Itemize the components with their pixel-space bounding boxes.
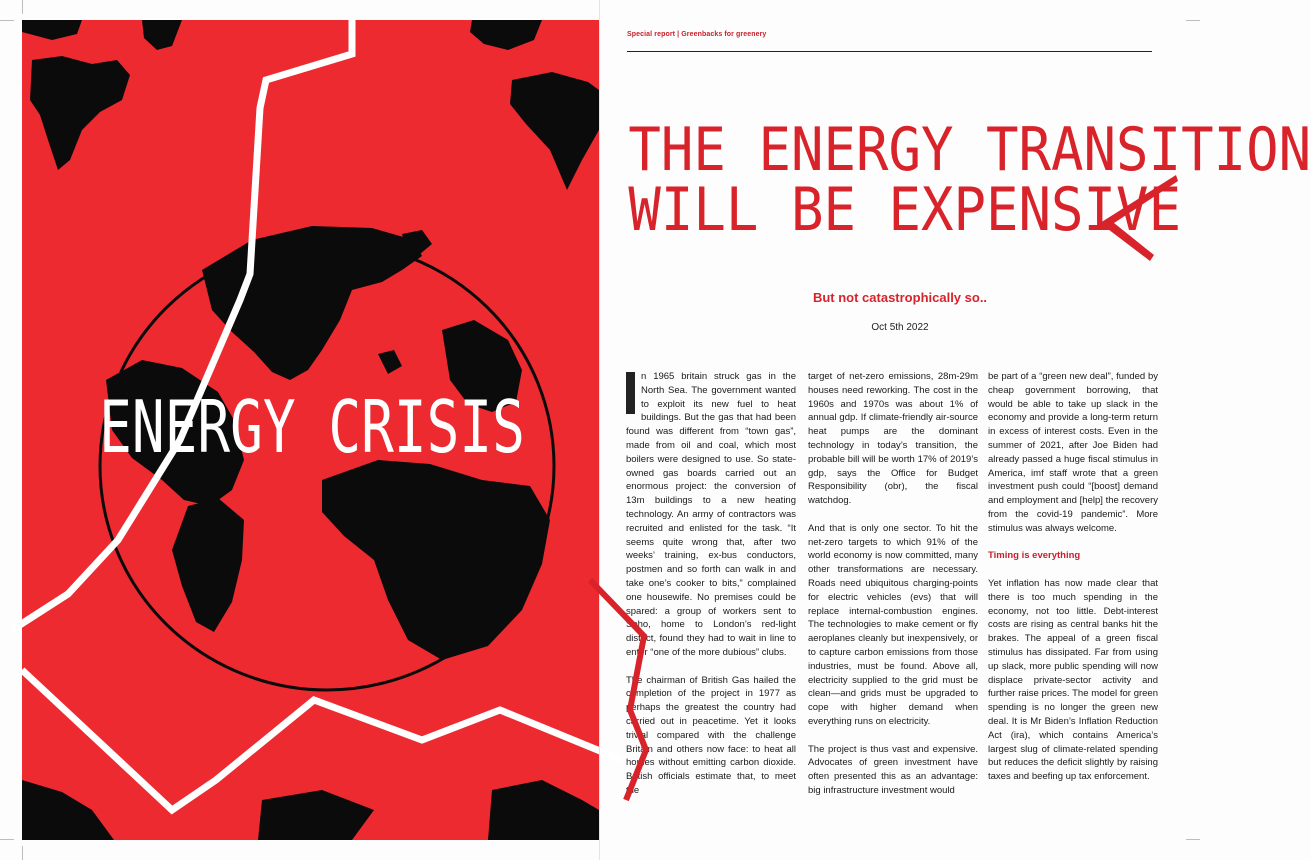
land-fragment-bottom-mid <box>258 790 374 840</box>
poster-page <box>22 20 599 840</box>
chevron-decoration <box>1080 165 1180 265</box>
land-fragment-top-right <box>470 20 542 50</box>
crop-mark <box>0 20 14 21</box>
headline-line: WILL BE EXPENSIVE <box>628 175 1182 245</box>
drop-cap <box>626 372 635 414</box>
paragraph: And that is only one sector. To hit the net-zero targets to which 91% of the world economy is now committed, many other transformations are necessary. Roads need ubiquitous charging-points for electric vehicles (evs) that will replace internal-combustion engines. The technologies to make cement or fly aeroplanes cleanly but inexpensively, or to capture carbon emissions from those industries, must be found. Above all, electricity supplied to the grid must be clean—and grids must be upgraded to cope with higher demand when everything runs on electricity. <box>808 522 978 727</box>
crop-mark <box>22 846 23 860</box>
land-fragment-right <box>510 72 599 190</box>
article-page <box>600 0 1311 860</box>
paragraph: The chairman of British Gas hailed the completion of the project in 1977 as perhaps the greatest the country had carried out in peacetime. Yet it looks trivial compared with the challenge Britain and others now face: to heat all homes without emitting carbon dioxide. British officials estimate that, to meet the <box>626 674 796 796</box>
subhead: But not catastrophically so.. <box>812 290 988 305</box>
red-crack-line <box>590 580 646 800</box>
paragraph-text: n 1965 britain struck gas in the North Sea. The government wanted to exploit its new fuel to heat buildings. But the gas that had been found was different from “town gas”, made from oil and coal, which most boilers were designed to use. So state-owned gas boards carried out an enormous project: the conversion of 13m buildings to a new heating technology. An army of contractors was recruited and enlisted for the task. “It seems quite wrong that, after two weeks’ training, ex-bus conductors, postmen and so forth can walk in and take one’s cooker to bits,” complained one housewife. No premises could be spared: a group of workers sent to Soho, home to London’s red-light district, found they had to wait in line to enter “one of the more dubious” clubs. <box>626 371 796 658</box>
section-kicker: Special report | Greenbacks for greenery <box>627 31 767 38</box>
paragraph: Yet inflation has now made clear that there is too much spending in the economy, not too little. Debt-interest costs are rising as central banks hit the brakes. The appeal of a green fiscal stimulus has dissipated. Far from using up slack, more public spending will now displace private-sector activity and further raise prices. The model for green spending is no longer the green new deal. It is Mr Biden’s Inflation Reduction Act (ira), which contains America’s largest slug of climate-related spending but reduces the deficit slightly by raising taxes and beefing up tax enforcement. <box>988 577 1158 783</box>
land-fragment-bottom-right <box>488 780 599 840</box>
paragraph: The project is thus vast and expensive. Advocates of green investment have often presented this as an advantage: big infrastructure investment would <box>808 743 978 796</box>
crop-mark <box>0 839 14 840</box>
red-chevron-shape <box>1100 175 1178 261</box>
land-fragment-top-left <box>30 56 130 170</box>
land-fragment-bottom-left <box>22 780 114 840</box>
paragraph: target of net-zero emissions, 28m-29m houses need reworking. The cost in the 1960s and 1970s was about 1% of annual gdp. If climate-friendly air-source heat pumps are the dominant technology in today’s transition, the probable bill will be worth 17% of 2019’s gdp, says the Office for Budget Responsibility (obr), the fiscal watchdog. <box>808 371 978 507</box>
dateline: Oct 5th 2022 <box>871 322 929 333</box>
land-fragment-top-left-small <box>22 20 82 40</box>
crop-mark <box>22 0 23 14</box>
top-rule <box>627 51 1152 52</box>
article-column <box>808 370 978 812</box>
paragraph: be part of a “green new deal”, funded by cheap government borrowing, that would be able to take up slack in the economy and provide a long-term return in excess of interest costs. Even in the summer of 2021, after Joe Biden had already passed a huge fiscal stimulus in America, imf staff wrote that a green investment push could “[boost] demand and employment and [help] the recovery from the covid-19 pandemic”. More stimulus was always welcome. <box>988 371 1158 534</box>
globe-island <box>378 350 402 374</box>
article-column <box>988 370 1158 798</box>
section-heading: Timing is everything <box>988 550 1081 562</box>
poster-artwork <box>22 20 599 840</box>
globe-continent-south <box>172 498 244 632</box>
land-fragment-top-mid <box>142 20 182 50</box>
globe-continent-large <box>322 460 550 660</box>
cover-title: ENERGY CRISIS <box>99 386 525 471</box>
crack-extension <box>590 580 680 800</box>
headline-line: THE ENERGY TRANSITION <box>628 115 1311 185</box>
